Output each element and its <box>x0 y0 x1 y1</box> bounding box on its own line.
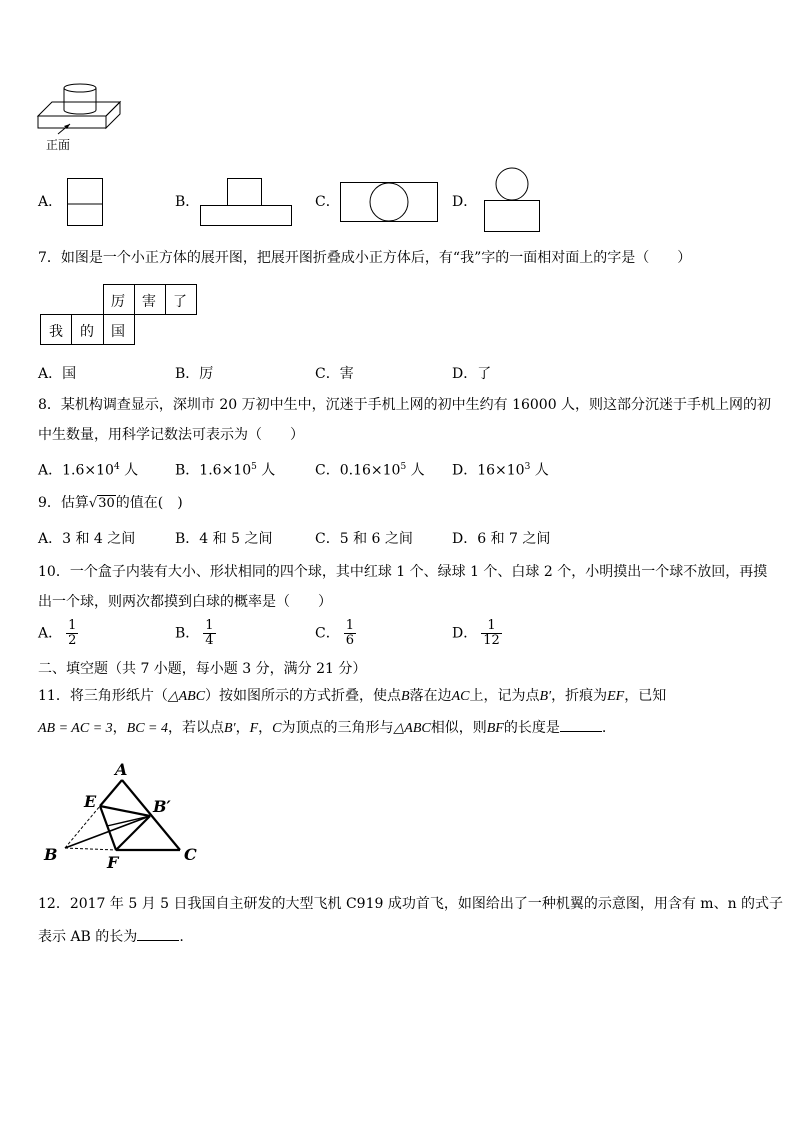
q9-option-d[interactable]: D．6 和 7 之间 <box>452 531 551 547</box>
front-label: 正面 <box>46 138 71 152</box>
q12-line2: 表示 AB 的长为 . <box>38 926 184 947</box>
fig-label-F: F <box>107 853 119 872</box>
q6-option-b-label[interactable]: B． <box>175 194 200 210</box>
q9-option-c[interactable]: C．5 和 6 之间 <box>315 531 413 547</box>
net-cell-hai: 害 <box>142 294 156 310</box>
q12-line1: 12．2017 年 5 月 5 日我国自主研发的大型飞机 C919 成功首飞，如图给出了一种机翼的示意图，用含有 m、n 的式子 <box>38 896 784 912</box>
fig-label-B: B <box>44 845 58 864</box>
q7-option-c[interactable]: C．害 <box>315 366 354 382</box>
answer-blank[interactable] <box>560 717 602 732</box>
q10-stem-line2: 出一个球，则两次都摸到白球的概率是（ ） <box>38 594 332 610</box>
q7-stem: 7．如图是一个小正方体的展开图，把展开图折叠成小正方体后，有“我”字的一面相对面上的字是（ ） <box>38 250 692 266</box>
q6-option-c-label[interactable]: C． <box>315 194 340 210</box>
net-cell-de: 的 <box>80 324 94 340</box>
q6-option-d-label[interactable]: D． <box>452 194 478 210</box>
q8-option-a[interactable]: A．$1.6\times 10^4$ 人 <box>38 462 139 479</box>
fraction: $\frac{1}{6}$ <box>345 618 354 648</box>
q9-option-a[interactable]: A．3 和 4 之间 <box>38 531 136 547</box>
q7-option-a[interactable]: A．国 <box>38 366 77 382</box>
q6-option-d-figure[interactable] <box>484 167 540 233</box>
q6-option-a-figure[interactable] <box>67 178 103 226</box>
q10-stem-line1: 10．一个盒子内装有大小、形状相同的四个球，其中红球 1 个、绿球 1 个、白球 2 个，小明摸出一个球不放回，再摸 <box>38 564 768 580</box>
q6-solid-figure <box>38 80 128 135</box>
fig-label-B-prime: B′ <box>153 797 171 816</box>
q8-option-b[interactable]: B．$1.6\times 10^5$ 人 <box>175 462 276 479</box>
q8-option-d[interactable]: D．$16\times 10^3$ 人 <box>452 462 549 479</box>
fig-label-E: E <box>84 792 97 811</box>
q6-option-c-figure[interactable] <box>340 182 438 222</box>
q10-option-c[interactable]: C． $\frac{1}{6}$ <box>315 618 354 648</box>
fraction: $\frac{1}{2}$ <box>68 618 77 648</box>
fig-label-C: C <box>184 845 197 864</box>
net-cell-wo: 我 <box>49 324 63 340</box>
q9-stem: 9．估算√30的值在( ) <box>38 493 183 514</box>
q7-option-b[interactable]: B．厉 <box>175 366 214 382</box>
q8-stem-line1: 8．某机构调查显示，深圳市 20 万初中生中，沉迷于手机上网的初中生约有 16000 人，则这部分沉迷于手机上网的初 <box>38 397 772 413</box>
fig-label-A: A <box>115 760 128 779</box>
q6-option-b-figure[interactable] <box>200 178 292 226</box>
sqrt-30: √30 <box>88 496 115 511</box>
q10-option-a[interactable]: A． $\frac{1}{2}$ <box>38 618 77 648</box>
section-title: 二、填空题（共 7 小题，每小题 3 分，满分 21 分） <box>38 661 367 677</box>
net-cell-li: 厉 <box>111 294 125 310</box>
q11-line2: AB = AC = 3，BC = 4，若以点B′，F，C为顶点的三角形与△ABC相似，则BF的长度是 . <box>38 717 606 739</box>
net-cell-le: 了 <box>173 294 187 310</box>
q11-line1: 11．将三角形纸片（△ABC）按如图所示的方式折叠，使点B落在边AC上，记为点B′，折痕为EF，已知 <box>38 688 667 704</box>
q10-option-b[interactable]: B． $\frac{1}{4}$ <box>175 618 214 648</box>
q6-option-a-label[interactable]: A． <box>38 194 63 210</box>
q8-stem-line2: 中生数量，用科学记数法可表示为（ ） <box>38 427 304 443</box>
fraction: $\frac{1}{4}$ <box>205 618 214 648</box>
q10-option-d[interactable]: D． $\frac{1}{12}$ <box>452 618 500 648</box>
q7-option-d[interactable]: D．了 <box>452 366 492 382</box>
net-cell-guo: 国 <box>111 324 125 340</box>
q9-option-b[interactable]: B．4 和 5 之间 <box>175 531 273 547</box>
q8-option-c[interactable]: C．$0.16\times 10^5$ 人 <box>315 462 425 479</box>
fraction: $\frac{1}{12}$ <box>483 618 500 648</box>
answer-blank[interactable] <box>137 926 179 941</box>
